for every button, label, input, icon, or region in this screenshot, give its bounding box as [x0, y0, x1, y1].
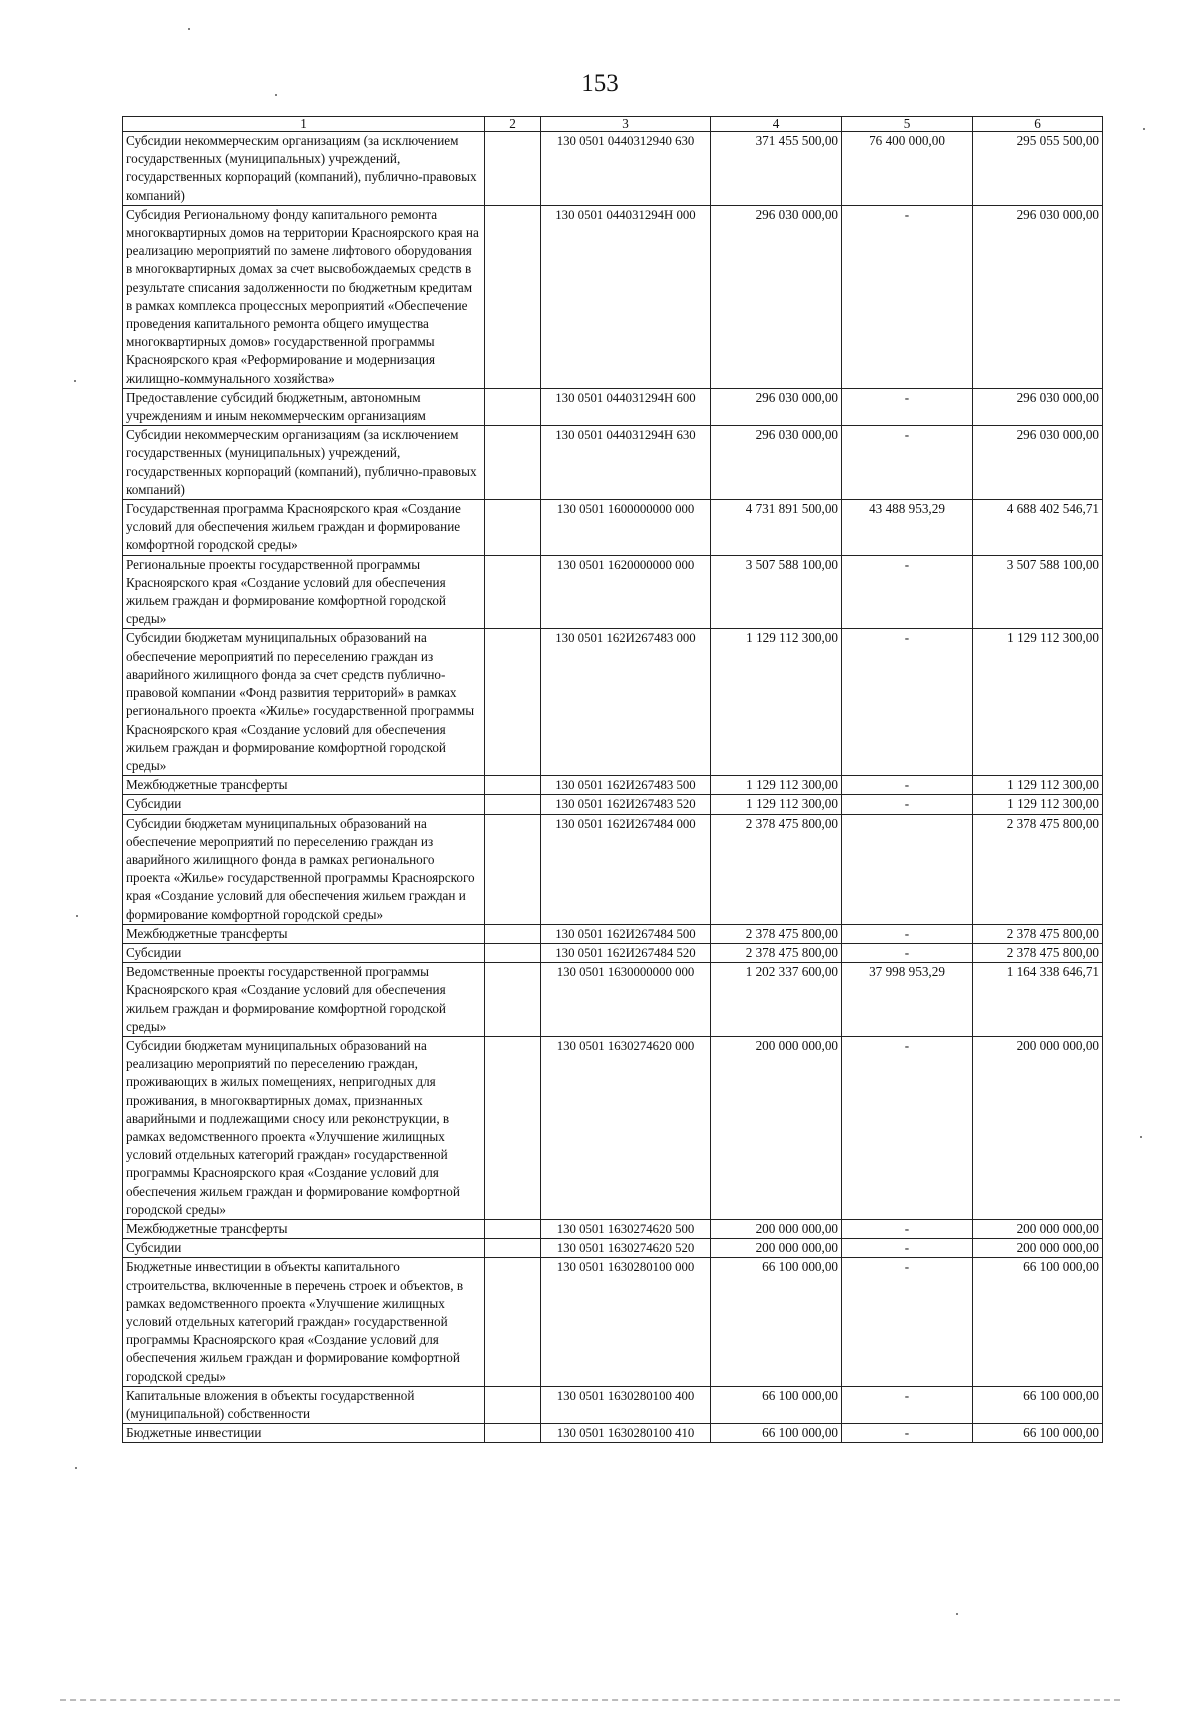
cell-col2 — [485, 1258, 541, 1386]
cell-col4: 1 202 337 600,00 — [711, 963, 842, 1037]
cell-col6: 1 129 112 300,00 — [973, 629, 1103, 776]
cell-col4: 2 378 475 800,00 — [711, 814, 842, 924]
column-header: 6 — [973, 117, 1103, 132]
cell-code: 130 0501 0440312940 630 — [541, 132, 711, 206]
cell-col6: 1 164 338 646,71 — [973, 963, 1103, 1037]
cell-col6: 200 000 000,00 — [973, 1219, 1103, 1238]
cell-name: Капитальные вложения в объекты государственной (муниципальной) собственности — [123, 1386, 485, 1423]
cell-name: Региональные проекты государственной программы Красноярского края «Создание условий для обеспечения жильем граждан и формирование комфортной городской среды» — [123, 555, 485, 629]
cell-col5: - — [842, 1424, 973, 1443]
cell-col2 — [485, 943, 541, 962]
table-row — [123, 629, 1103, 776]
scan-speck — [76, 915, 78, 917]
scan-speck — [275, 94, 277, 96]
cell-col5: - — [842, 629, 973, 776]
cell-code: 130 0501 162И267483 000 — [541, 629, 711, 776]
table-row — [123, 555, 1103, 629]
cell-name: Ведомственные проекты государственной программы Красноярского края «Создание условий для обеспечения жильем граждан и формирование комфортной городской среды» — [123, 963, 485, 1037]
cell-code: 130 0501 1630274620 000 — [541, 1036, 711, 1219]
cell-name: Субсидии бюджетам муниципальных образований на реализацию мероприятий по переселению граждан, проживающих в жилых помещениях, непригодных для проживания, в многоквартирных домах, признанных аварийными и подлежащими сносу или реконструкции, в рамках ведомственного проекта «Улучшение жилищных условий отдельных категорий граждан» государственной программы Красноярского края «Создание условий для обеспечения жильем граждан и формирование комфортной городской среды» — [123, 1036, 485, 1219]
cell-col4: 66 100 000,00 — [711, 1424, 842, 1443]
scan-speck — [1140, 1136, 1142, 1138]
cell-col2 — [485, 1036, 541, 1219]
cell-col6: 2 378 475 800,00 — [973, 943, 1103, 962]
column-header: 1 — [123, 117, 485, 132]
cell-name: Бюджетные инвестиции — [123, 1424, 485, 1443]
cell-col2 — [485, 1219, 541, 1238]
table-row — [123, 1036, 1103, 1219]
table-row — [123, 1239, 1103, 1258]
column-header: 4 — [711, 117, 842, 132]
cell-code: 130 0501 1630274620 500 — [541, 1219, 711, 1238]
cell-code: 130 0501 1630280100 400 — [541, 1386, 711, 1423]
cell-name: Межбюджетные трансферты — [123, 924, 485, 943]
cell-code: 130 0501 162И267483 520 — [541, 795, 711, 814]
cell-name: Предоставление субсидий бюджетным, автономным учреждениям и иным некоммерческим организациям — [123, 388, 485, 425]
cell-col2 — [485, 795, 541, 814]
table-row — [123, 795, 1103, 814]
budget-table — [122, 116, 1103, 1443]
column-header: 5 — [842, 117, 973, 132]
cell-name: Субсидии — [123, 1239, 485, 1258]
table-row — [123, 776, 1103, 795]
cell-col4: 66 100 000,00 — [711, 1386, 842, 1423]
cell-code: 130 0501 162И267484 500 — [541, 924, 711, 943]
cell-col5: - — [842, 943, 973, 962]
cell-code: 130 0501 044031294Н 630 — [541, 426, 711, 500]
cell-col6: 2 378 475 800,00 — [973, 924, 1103, 943]
cell-col2 — [485, 1424, 541, 1443]
cell-code: 130 0501 162И267484 520 — [541, 943, 711, 962]
cell-col4: 1 129 112 300,00 — [711, 629, 842, 776]
table-row — [123, 500, 1103, 556]
cell-name: Бюджетные инвестиции в объекты капитального строительства, включенные в перечень строек и объектов, в рамках ведомственного проекта «Улучшение жилищных условий отдельных категорий граждан» государственной программы Красноярского края «Создание условий для обеспечения жильем граждан и формирование комфортной городской среды» — [123, 1258, 485, 1386]
table-row — [123, 426, 1103, 500]
cell-col5: - — [842, 776, 973, 795]
cell-col2 — [485, 426, 541, 500]
cell-name: Субсидии — [123, 943, 485, 962]
cell-col2 — [485, 814, 541, 924]
cell-name: Межбюджетные трансферты — [123, 1219, 485, 1238]
cell-col4: 66 100 000,00 — [711, 1258, 842, 1386]
cell-name: Субсидии некоммерческим организациям (за исключением государственных (муниципальных) учреждений, государственных корпораций (компаний), публично-правовых компаний) — [123, 132, 485, 206]
cell-col6: 200 000 000,00 — [973, 1239, 1103, 1258]
page-number: 153 — [581, 70, 619, 97]
cell-col2 — [485, 629, 541, 776]
cell-col4: 200 000 000,00 — [711, 1036, 842, 1219]
table-row — [123, 963, 1103, 1037]
cell-col4: 2 378 475 800,00 — [711, 924, 842, 943]
table-body — [123, 132, 1103, 1443]
cell-name: Субсидии некоммерческим организациям (за исключением государственных (муниципальных) учреждений, государственных корпораций (компаний), публично-правовых компаний) — [123, 426, 485, 500]
table-row — [123, 205, 1103, 388]
cell-col5: - — [842, 1386, 973, 1423]
cell-code: 130 0501 1630280100 410 — [541, 1424, 711, 1443]
scan-speck — [74, 380, 76, 382]
cell-col2 — [485, 1239, 541, 1258]
cell-col5: - — [842, 555, 973, 629]
column-header: 3 — [541, 117, 711, 132]
scan-speck — [1143, 128, 1145, 130]
cell-col5: 43 488 953,29 — [842, 500, 973, 556]
footer-scan-line — [60, 1699, 1120, 1701]
table-row — [123, 943, 1103, 962]
scan-speck — [188, 28, 190, 30]
cell-col2 — [485, 1386, 541, 1423]
table-row — [123, 132, 1103, 206]
cell-col6: 1 129 112 300,00 — [973, 795, 1103, 814]
table-row — [123, 814, 1103, 924]
cell-col6: 296 030 000,00 — [973, 388, 1103, 425]
cell-code: 130 0501 1630280100 000 — [541, 1258, 711, 1386]
cell-name: Субсидии бюджетам муниципальных образований на обеспечение мероприятий по переселению граждан из аварийного жилищного фонда за счет средств публично-правовой компании «Фонд развития территорий» в рамках регионального проекта «Жилье» государственной программы Красноярского края «Создание условий для обеспечения жильем граждан и формирование комфортной городской среды» — [123, 629, 485, 776]
cell-col5: - — [842, 1219, 973, 1238]
cell-code: 130 0501 162И267484 000 — [541, 814, 711, 924]
cell-col2 — [485, 205, 541, 388]
cell-col4: 2 378 475 800,00 — [711, 943, 842, 962]
cell-col2 — [485, 500, 541, 556]
cell-col6: 3 507 588 100,00 — [973, 555, 1103, 629]
cell-col2 — [485, 388, 541, 425]
table-row — [123, 1219, 1103, 1238]
cell-col4: 1 129 112 300,00 — [711, 795, 842, 814]
cell-code: 130 0501 044031294Н 600 — [541, 388, 711, 425]
cell-col6: 296 030 000,00 — [973, 426, 1103, 500]
cell-col6: 1 129 112 300,00 — [973, 776, 1103, 795]
cell-col2 — [485, 924, 541, 943]
cell-col4: 296 030 000,00 — [711, 426, 842, 500]
cell-col5: - — [842, 795, 973, 814]
cell-col4: 296 030 000,00 — [711, 388, 842, 425]
cell-code: 130 0501 162И267483 500 — [541, 776, 711, 795]
cell-col6: 66 100 000,00 — [973, 1386, 1103, 1423]
cell-col4: 3 507 588 100,00 — [711, 555, 842, 629]
cell-col4: 1 129 112 300,00 — [711, 776, 842, 795]
cell-col5: 37 998 953,29 — [842, 963, 973, 1037]
cell-col4: 371 455 500,00 — [711, 132, 842, 206]
table-row — [123, 388, 1103, 425]
cell-col4: 200 000 000,00 — [711, 1219, 842, 1238]
cell-col5: - — [842, 1258, 973, 1386]
cell-name: Субсидии бюджетам муниципальных образований на обеспечение мероприятий по переселению граждан из аварийного жилищного фонда в рамках регионального проекта «Жилье» государственной программы Красноярского края «Создание условий для обеспечения жильем граждан и формирование комфортной городской среды» — [123, 814, 485, 924]
cell-col6: 200 000 000,00 — [973, 1036, 1103, 1219]
table-row — [123, 1424, 1103, 1443]
cell-col4: 4 731 891 500,00 — [711, 500, 842, 556]
table-row — [123, 1386, 1103, 1423]
cell-code: 130 0501 1620000000 000 — [541, 555, 711, 629]
cell-col2 — [485, 555, 541, 629]
cell-col6: 2 378 475 800,00 — [973, 814, 1103, 924]
cell-col5 — [842, 814, 973, 924]
cell-code: 130 0501 1600000000 000 — [541, 500, 711, 556]
table-header-row — [123, 117, 1103, 132]
cell-col6: 66 100 000,00 — [973, 1424, 1103, 1443]
cell-col2 — [485, 132, 541, 206]
column-header: 2 — [485, 117, 541, 132]
cell-col4: 200 000 000,00 — [711, 1239, 842, 1258]
table-row — [123, 1258, 1103, 1386]
cell-code: 130 0501 1630000000 000 — [541, 963, 711, 1037]
cell-col5: - — [842, 924, 973, 943]
cell-col5: - — [842, 1239, 973, 1258]
cell-col5: 76 400 000,00 — [842, 132, 973, 206]
scan-speck — [956, 1613, 958, 1615]
cell-col6: 4 688 402 546,71 — [973, 500, 1103, 556]
cell-col5: - — [842, 205, 973, 388]
cell-name: Субсидия Региональному фонду капитального ремонта многоквартирных домов на территории Красноярского края на реализацию мероприятий по замене лифтового оборудования в многоквартирных домах за счет высвобождаемых средств в результате списания задолженности по бюджетным кредитам в рамках комплекса процессных мероприятий «Обеспечение проведения капитального ремонта общего имущества многоквартирных домов» государственной программы Красноярского края «Реформирование и модернизация жилищно-коммунального хозяйства» — [123, 205, 485, 388]
cell-name: Субсидии — [123, 795, 485, 814]
table-row — [123, 924, 1103, 943]
cell-col6: 296 030 000,00 — [973, 205, 1103, 388]
cell-code: 130 0501 044031294Н 000 — [541, 205, 711, 388]
cell-col5: - — [842, 1036, 973, 1219]
cell-col6: 66 100 000,00 — [973, 1258, 1103, 1386]
cell-col2 — [485, 776, 541, 795]
cell-name: Государственная программа Красноярского края «Создание условий для обеспечения жильем граждан и формирование комфортной городской среды» — [123, 500, 485, 556]
cell-col6: 295 055 500,00 — [973, 132, 1103, 206]
cell-col4: 296 030 000,00 — [711, 205, 842, 388]
scan-speck — [75, 1467, 77, 1469]
cell-col5: - — [842, 388, 973, 425]
cell-name: Межбюджетные трансферты — [123, 776, 485, 795]
cell-col5: - — [842, 426, 973, 500]
cell-code: 130 0501 1630274620 520 — [541, 1239, 711, 1258]
cell-col2 — [485, 963, 541, 1037]
